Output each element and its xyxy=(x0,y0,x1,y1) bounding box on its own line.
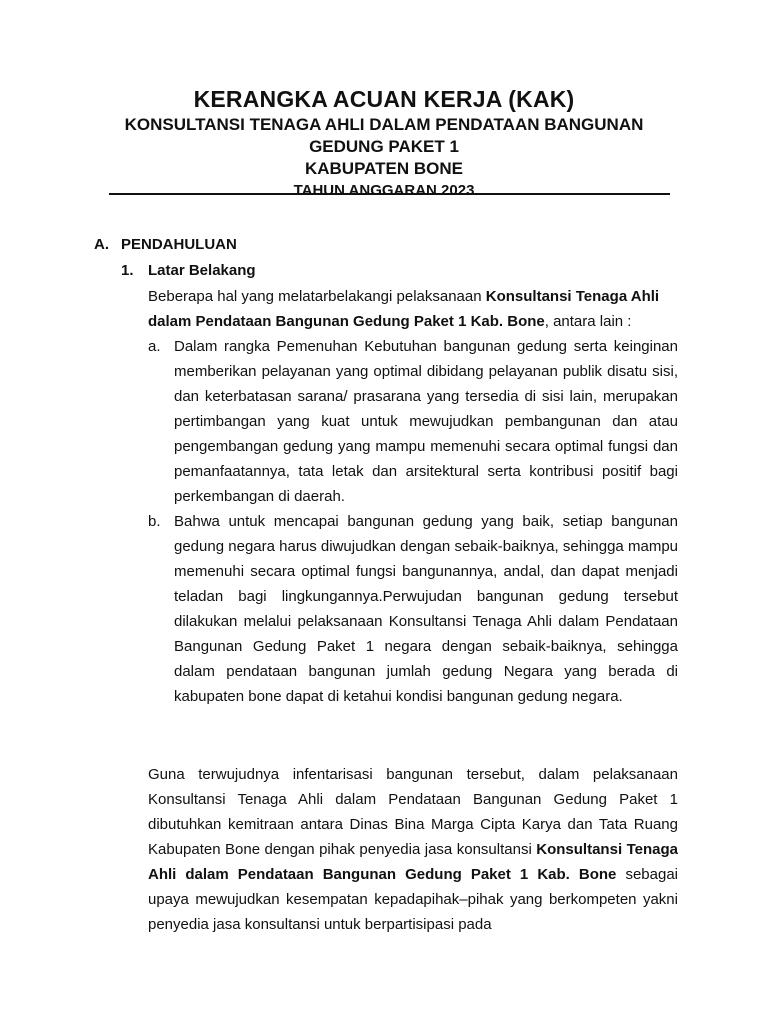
document-header xyxy=(0,84,768,201)
closing-project-name: Konsultansi Tenaga Ahli dalam Pendataan Bangunan Gedung Paket 1 Kab. Bone xyxy=(148,841,678,883)
list-item-text: Dalam rangka Pemenuhan Kebutuhan bangunan gedung serta keinginan memberikan pelayanan yang optimal dibidang pelayanan publik disatu sisi, dan keterbatasan sarana/ prasarana yang tersedia di sisi lain, merupakan pertimbangan yang kuat untuk mewujudkan pembangunan dan atau pengembangan gedung yang mampu memenuhi secara optimal fungsi dan pemanfaatannya, tata letak dan arsitektural serta kontribusi positif bagi perkembangan di daerah. xyxy=(174,338,678,505)
subsection-heading xyxy=(121,258,256,283)
intro-project-name: Konsultansi Tenaga Ahli dalam Pendataan Bangunan Gedung Paket 1 Kab. Bone xyxy=(148,288,660,330)
section-title: PENDAHULUAN xyxy=(121,236,237,253)
document-title: KERANGKA ACUAN KERJA (KAK) xyxy=(193,86,575,112)
list-item xyxy=(148,334,678,509)
document-subtitle-line-3: KABUPATEN BONE xyxy=(304,159,464,178)
list-item-marker: a. xyxy=(148,338,161,355)
subsection-title: Latar Belakang xyxy=(148,262,256,279)
closing-paragraph xyxy=(148,762,678,937)
section-number: A. xyxy=(94,236,109,253)
closing-text-before: Guna terwujudnya infentarisasi bangunan tersebut, dalam pelaksanaan Konsultansi Tenaga Ahli dalam Pendataan Bangunan Gedung Paket 1 dibutuhkan kemitraan antara Dinas Bina Marga Cipta Karya dan Tata Ruang Kabupaten Bone dengan pihak penyedia jasa konsultansi xyxy=(148,766,678,858)
intro-text-after: , antara lain : xyxy=(544,313,632,330)
intro-paragraph xyxy=(148,284,678,334)
subsection-number: 1. xyxy=(121,262,134,279)
list-item-text: Bahwa untuk mencapai bangunan gedung yang baik, setiap bangunan gedung negara harus diwujudkan dengan sebaik-baiknya, sehingga mampu memenuhi secara optimal fungsi bangunannya, andal, dan dapat menjadi teladan bagi lingkungannya.Perwujudan bangunan gedung tersebut dilakukan melalui pelaksanaan Konsultansi Tenaga Ahli dalam Pendataan Bangunan Gedung Paket 1 negara dengan sebaik-baiknya, sehingga dalam pendataan bangunan jumlah gedung Negara yang berada di kabupaten bone dapat di ketahui kondisi bangunan gedung negara. xyxy=(174,513,678,705)
background-list xyxy=(148,334,678,709)
list-item-marker: b. xyxy=(148,513,161,530)
intro-text-before: Beberapa hal yang melatarbelakangi pelaksanaan xyxy=(148,288,486,305)
section-heading xyxy=(94,232,237,257)
document-subtitle-line-1: KONSULTANSI TENAGA AHLI DALAM PENDATAAN BANGUNAN xyxy=(124,115,644,134)
budget-year: TAHUN ANGGARAN 2023 xyxy=(293,182,475,199)
list-item xyxy=(148,509,678,709)
closing-text-after: sebagai upaya mewujudkan kesempatan kepadapihak–pihak yang berkompeten yakni penyedia jasa konsultansi untuk berpartisipasi pada xyxy=(148,866,678,933)
header-divider xyxy=(109,193,670,195)
document-subtitle-line-2: GEDUNG PAKET 1 xyxy=(309,137,459,156)
